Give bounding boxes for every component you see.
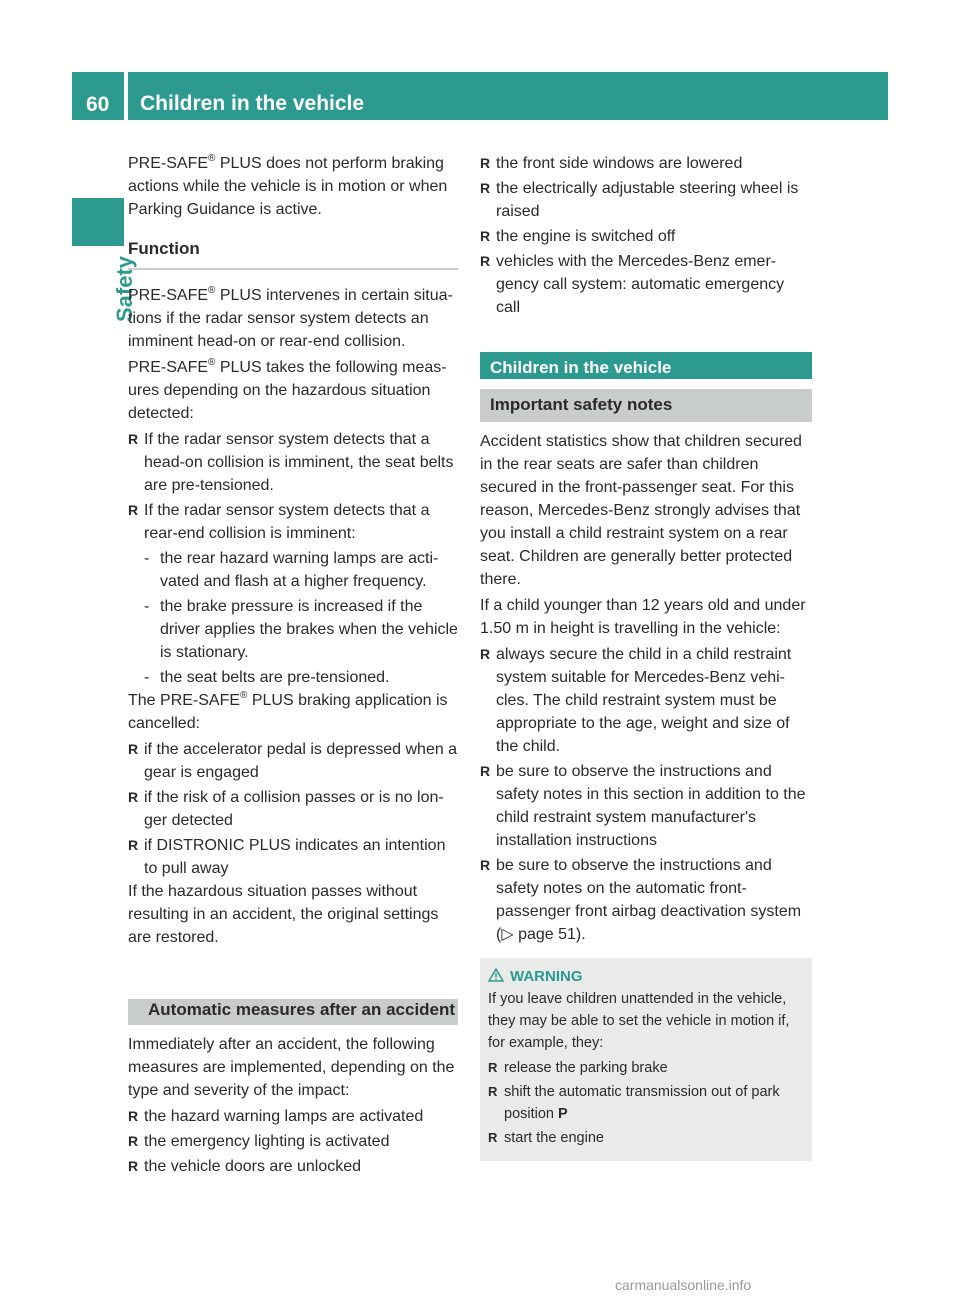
- warning-title: WARNING: [488, 966, 804, 988]
- list-item: R start the engine: [488, 1127, 804, 1149]
- list-item: R release the parking brake: [488, 1057, 804, 1079]
- list-item: R always secure the child in a child restraint system suitable for Mercedes-Benz vehicles. The child restraint system must be appropriate to the age, weight and size of the child.: [480, 643, 812, 758]
- list-item: R If the radar sensor system detects that a rear-end collision is imminent:: [128, 499, 458, 545]
- left-column: [128, 152, 458, 1178]
- list-item: R the vehicle doors are unlocked: [128, 1155, 458, 1178]
- safety-notes-heading: Important safety notes: [480, 389, 812, 422]
- page-ref-arrow-icon: ▷: [501, 926, 514, 943]
- right-column: [480, 152, 812, 1161]
- list-item: R if the accelerator pedal is depressed when a gear is engaged: [128, 738, 458, 784]
- function-heading: Function: [128, 237, 458, 270]
- list-item: R the front side windows are lowered: [480, 152, 812, 175]
- sub-list-item: - the seat belts are pre-tensioned.: [128, 666, 458, 689]
- section-title-bar: Children in the vehicle: [128, 72, 888, 120]
- list-item: R the hazard warning lamps are activated: [128, 1105, 458, 1128]
- chapter-label: Safety: [112, 255, 137, 322]
- intro-paragraph: PRE-SAFE® PLUS does not perform braking actions while the vehicle is in motion or when Parking Guidance is active.: [128, 153, 448, 218]
- child-height-paragraph: If a child younger than 12 years old and under 1.50 m in height is travelling in the vehicle:: [480, 597, 806, 637]
- list-item: R be sure to observe the instructions and safety notes on the automatic front-passenger front airbag deactivation system (▷ page 51).: [480, 854, 812, 946]
- list-item: R the emergency lighting is activated: [128, 1130, 458, 1153]
- hazard-paragraph: If the hazardous situation passes without resulting in an accident, the original settings are restored.: [128, 883, 439, 946]
- automatic-measures-heading: Automatic measures after an accident: [128, 999, 458, 1025]
- list-item: R shift the automatic transmission out of park position P: [488, 1081, 804, 1125]
- watermark: carmanualsonline.info: [615, 1277, 752, 1293]
- page-number: 60: [72, 72, 124, 120]
- list-item: R the electrically adjustable steering wheel is raised: [480, 177, 812, 223]
- list-item: R if the risk of a collision passes or is no longer detected: [128, 786, 458, 832]
- statistics-paragraph: Accident statistics show that children secured in the rear seats are safer than children secured in the front-passenger seat. For this reason, Mercedes-Benz strongly advises that you install a child restraint system on a rear seat. Children are generally better protected there.: [480, 433, 802, 588]
- function-paragraph-2: PRE-SAFE® PLUS takes the following measures depending on the hazardous situation detected:: [128, 357, 447, 422]
- warning-box: [480, 958, 812, 1161]
- warning-triangle-icon: [488, 967, 504, 981]
- warning-text: If you leave children unattended in the vehicle, they may be able to set the vehicle in motion if, for example, they:: [488, 991, 790, 1051]
- function-paragraph-1: PRE-SAFE® PLUS intervenes in certain situations if the radar sensor system detects an imminent head-on or rear-end collision.: [128, 285, 453, 350]
- list-item: R vehicles with the Mercedes-Benz emergency call system: automatic emergency call: [480, 250, 812, 319]
- sub-list-item: - the brake pressure is increased if the driver applies the brakes when the vehicle is stationary.: [128, 595, 458, 664]
- children-section-heading: Children in the vehicle: [480, 352, 812, 379]
- page-ref-link[interactable]: page 51).: [513, 926, 586, 943]
- sub-list-item: - the rear hazard warning lamps are activated and flash at a higher frequency.: [128, 547, 458, 593]
- list-item: R if DISTRONIC PLUS indicates an intention to pull away: [128, 834, 458, 880]
- cancel-paragraph: The PRE-SAFE® PLUS braking application is cancelled:: [128, 690, 448, 732]
- automatic-measures-paragraph: Immediately after an accident, the following measures are implemented, depending on the type and severity of the impact:: [128, 1036, 455, 1099]
- list-item: R the engine is switched off: [480, 225, 812, 248]
- list-item: R be sure to observe the instructions and safety notes in this section in addition to the child restraint system manufacturer's installation instructions: [480, 760, 812, 852]
- list-item: R If the radar sensor system detects that a head-on collision is imminent, the seat belts are pre-tensioned.: [128, 428, 458, 497]
- chapter-tab-block: [72, 198, 124, 246]
